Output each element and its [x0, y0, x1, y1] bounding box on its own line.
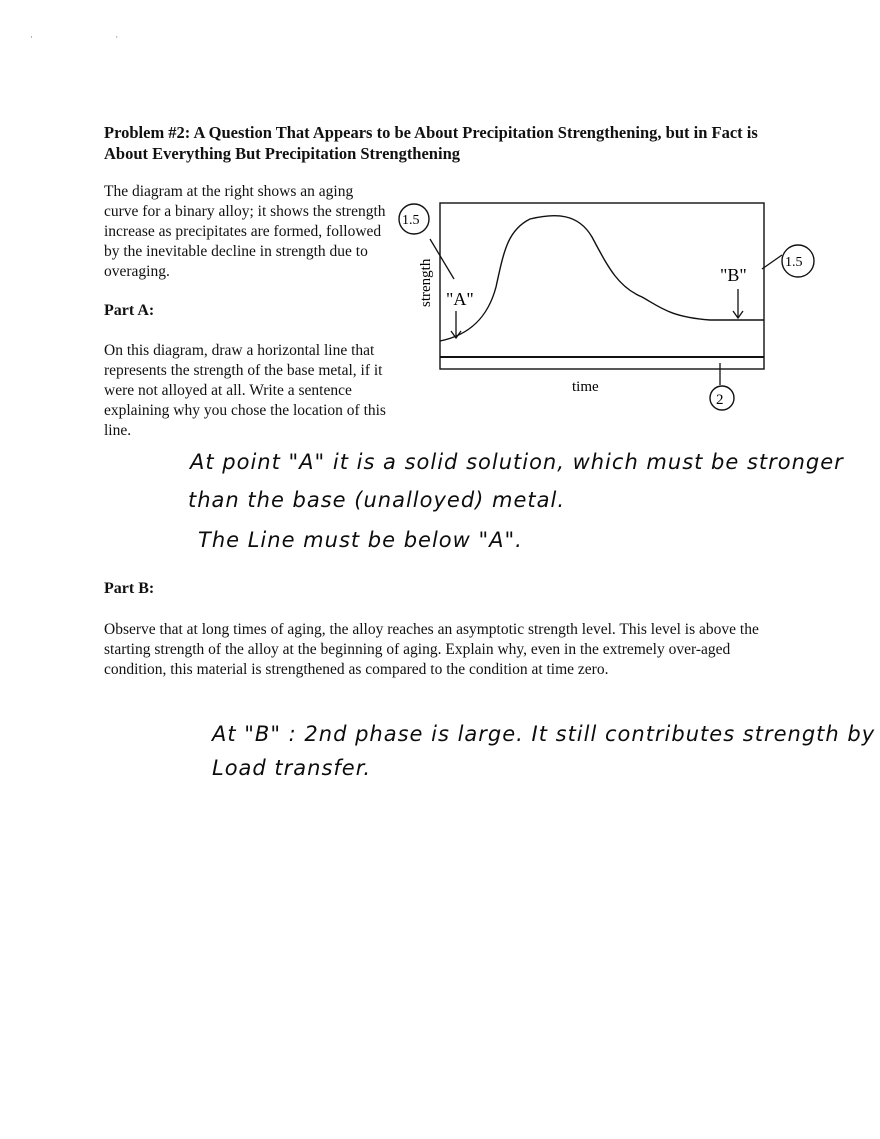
- point-a-label: "A": [446, 289, 474, 309]
- y-axis-label: strength: [418, 258, 434, 307]
- part-a-answer-line: The Line must be below "A".: [198, 528, 523, 552]
- part-b-answer-line: Load transfer.: [212, 756, 372, 780]
- part-a-answer-line: At point "A" it is a solid solution, which must be stronger: [190, 450, 844, 474]
- aging-curve-diagram: [380, 195, 840, 420]
- part-b-answer-line: At "B" : 2nd phase is large. It still contributes strength by: [212, 722, 876, 746]
- point-b-label: "B": [720, 265, 747, 285]
- score-mark: 1.5: [785, 255, 803, 270]
- part-a-question: On this diagram, draw a horizontal line that represents the strength of the base metal, if it were not alloyed at all. Write a sentence explaining why you chose the location of this line.: [104, 342, 386, 439]
- problem-title: Problem #2: A Question That Appears to be About Precipitation Strengthening, but in Fact is About Everything But Precipitation Strengthening: [104, 123, 758, 163]
- plot-frame: [440, 203, 764, 369]
- part-b-heading: Part B:: [104, 580, 155, 597]
- x-axis-label: time: [572, 379, 599, 395]
- part-a-answer-line: than the base (unalloyed) metal.: [188, 488, 566, 512]
- part-a-heading: Part A:: [104, 302, 155, 319]
- aging-curve: [440, 216, 764, 341]
- intro-paragraph: The diagram at the right shows an aging curve for a binary alloy; it shows the strength increase as precipitates are formed, followed by the inevitable decline in strength due to overaging.: [104, 183, 386, 280]
- pointer-line: [762, 255, 782, 269]
- score-mark: 1.5: [402, 213, 420, 228]
- part-b-question: Observe that at long times of aging, the alloy reaches an asymptotic strength level. This level is above the starting strength of the alloy at the beginning of aging. Explain why, even in the extremely over-aged condition, this material is strengthened as compared to the condition at time zero.: [104, 621, 759, 678]
- score-mark: 2: [716, 392, 724, 408]
- scan-specks: · ·: [30, 32, 159, 42]
